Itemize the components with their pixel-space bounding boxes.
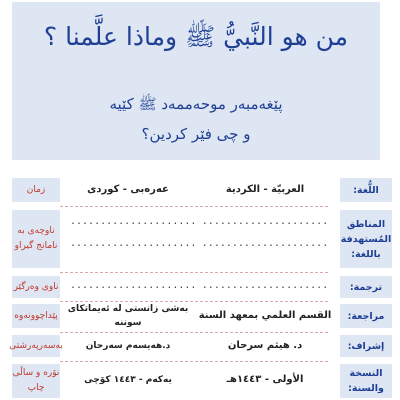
label-translation-ku: ناوی وەرگێر <box>12 276 60 298</box>
value-edition-ku: یەکەم - ١٤٤٣ کۆچی <box>84 375 172 385</box>
value-supervision-ar: د. هيثم سرحان <box>227 340 303 351</box>
label-review-ar: مراجعة: <box>340 304 392 328</box>
label-supervision-ku: بەسەرپەرشتی <box>12 335 60 357</box>
value-language-ar: العربيّة - الكردية <box>225 184 305 195</box>
label-target-regions-ku: ناوچەی بە نامانج گیراو <box>12 210 60 268</box>
title-banner <box>12 2 380 160</box>
value-review-ar: القسم العلمي بمعهد السنة <box>198 310 332 321</box>
value-language-ku: عەرەبی - کوردی <box>87 184 169 195</box>
label-supervision-ar: إشراف: <box>340 335 392 357</box>
value-supervision-ku: د.هەیسەم سەرحان <box>85 341 171 351</box>
value-target-regions-ar-line1: ..................... <box>201 216 329 227</box>
label-review-ku: پێداچوونەوە <box>12 304 60 328</box>
row-divider <box>60 272 328 273</box>
label-translation-ar: ترجمة: <box>340 276 392 298</box>
value-review-ku: بەشی زانستی لە ئەیماتکای سوننە <box>67 304 189 328</box>
kurdish-subtitle-line1: پێغەمبەر موحەممەد ﷺ کێیە <box>109 95 283 113</box>
label-target-regions-ar: المناطق المُستهدفة باللغة: <box>340 210 392 268</box>
row-divider <box>60 332 328 333</box>
value-edition-ar: الأولى - ١٤٤٣هـ <box>226 374 304 385</box>
value-translation-ar: ..................... <box>201 280 329 291</box>
value-translation-ku: ..................... <box>70 280 197 291</box>
value-target-regions-ar-line2: ..................... <box>201 238 329 249</box>
row-divider <box>60 206 328 207</box>
label-edition-ar: النسخة والسنة: <box>340 364 392 398</box>
row-divider <box>60 361 328 362</box>
label-language-ku: زمان <box>12 178 60 202</box>
kurdish-subtitle-line2: و چی فێر کردین؟ <box>141 125 251 143</box>
label-edition-ku: نۆرە و ساڵی چاپ <box>12 364 60 398</box>
label-language-ar: اللُّغة: <box>340 178 392 202</box>
value-target-regions-ku-line2: ..................... <box>70 238 197 249</box>
value-target-regions-ku-line1: ..................... <box>70 216 197 227</box>
page-title: من هو النَّبيُّ ﷺ وماذا علَّمنا ؟ <box>43 22 349 51</box>
